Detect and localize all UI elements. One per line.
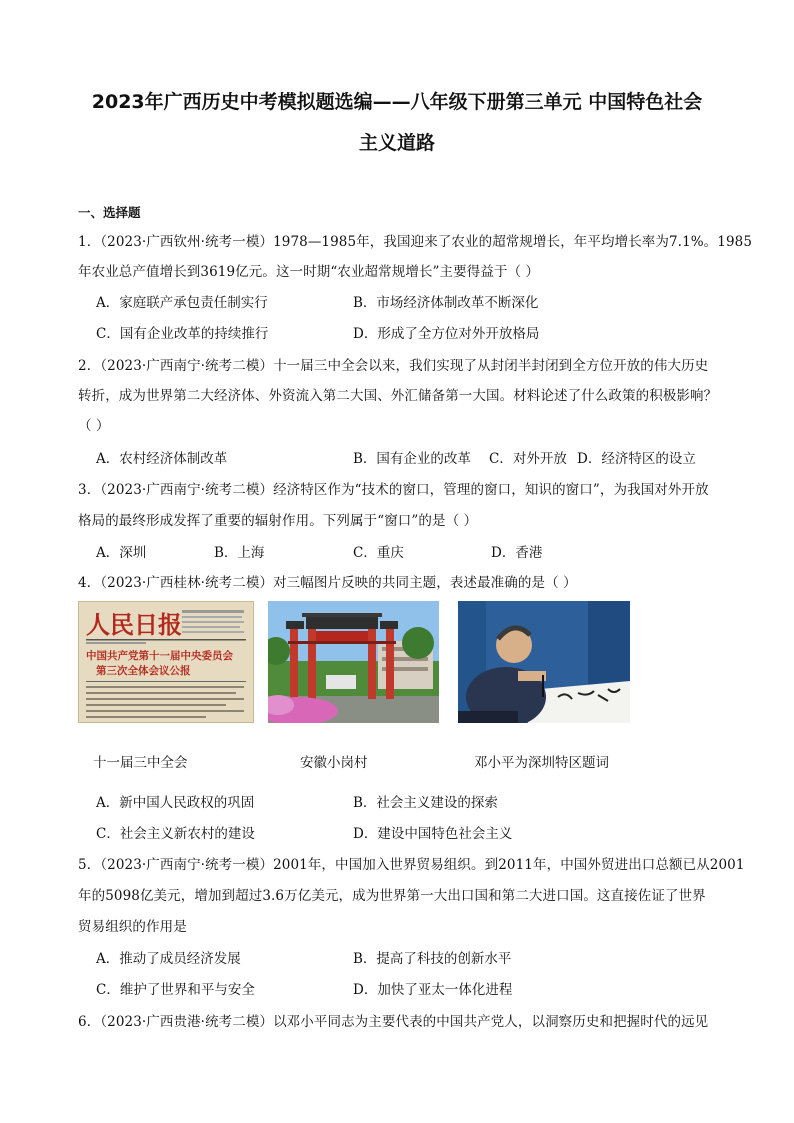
q5-stem-line3: 贸易组织的作用是	[78, 919, 187, 935]
q1-option-c[interactable]: C．国有企业改革的持续推行	[96, 326, 269, 342]
newspaper-headline-2: 第三次全体会议公报	[96, 665, 191, 677]
q1-option-d[interactable]: D．形成了全方位对外开放格局	[353, 326, 540, 342]
q4-option-d[interactable]: D．建设中国特色社会主义	[353, 826, 513, 842]
q4-option-a[interactable]: A．新中国人民政权的巩固	[96, 795, 255, 811]
caption-plenum: 十一届三中全会	[93, 755, 188, 771]
q4-stem-line1: 4．（2023·广西桂林·统考二模）对三幅图片反映的共同主题，表述最准确的是（ ）	[78, 575, 577, 591]
deng-calligraphy-photo	[458, 601, 630, 723]
doc-title-line1: 2023年广西历史中考模拟题选编——八年级下册第三单元 中国特色社会	[91, 91, 703, 113]
q2-stem-line2: 转折，成为世界第二大经济体、外资流入第二大国、外汇储备第一大国。材料论述了什么政策的积极影响？	[78, 388, 718, 404]
q3-option-d[interactable]: D．香港	[491, 545, 543, 561]
q3-option-c[interactable]: C．重庆	[353, 545, 404, 561]
archway-illustration	[268, 601, 439, 723]
q5-option-b[interactable]: B．提高了科技的创新水平	[353, 951, 512, 967]
q4-option-c[interactable]: C．社会主义新农村的建设	[96, 826, 255, 842]
xiaogang-village-photo	[268, 601, 439, 723]
caption-deng: 邓小平为深圳特区题词	[474, 755, 609, 771]
q2-option-c[interactable]: C．对外开放	[489, 451, 567, 467]
q5-stem-line1: 5．（2023·广西南宁·统考一模）2001年，中国加入世界贸易组织。到2011年，中国外贸进出口总额已从2001	[78, 857, 745, 873]
q1-stem-line2: 年农业总产值增长到3619亿元。这一时期“农业超常规增长”主要得益于（ ）	[78, 264, 540, 280]
newspaper-masthead: 人民日报	[86, 610, 182, 639]
q2-stem-line3: （ ）	[78, 418, 110, 434]
q5-option-d[interactable]: D．加快了亚太一体化进程	[353, 982, 513, 998]
calligraphy-illustration	[458, 601, 630, 723]
newspaper-headline-1: 中国共产党第十一届中央委员会	[86, 650, 233, 662]
q2-option-d[interactable]: D．经济特区的设立	[577, 451, 696, 467]
q1-option-b[interactable]: B．市场经济体制改革不断深化	[353, 295, 539, 311]
q5-option-a[interactable]: A．推动了成员经济发展	[96, 951, 241, 967]
newspaper-illustration	[78, 601, 254, 723]
q1-stem-line1: 1．（2023·广西钦州·统考一模）1978—1985年，我国迎来了农业的超常规增长，年平均增长率为7.1%。1985	[78, 234, 753, 250]
q5-stem-line2: 年的5098亿美元，增加到超过3.6万亿美元，成为世界第一大出口国和第二大进口国。这直接佐证了世界	[78, 888, 706, 904]
q2-option-a[interactable]: A．农村经济体制改革	[96, 451, 228, 467]
section-heading: 一、选择题	[78, 205, 141, 220]
q2-stem-line1: 2．（2023·广西南宁·统考二模）十一届三中全会以来，我们实现了从封闭半封闭到全方位开放的伟大历史	[78, 358, 709, 374]
q3-option-b[interactable]: B．上海	[214, 545, 265, 561]
q4-option-b[interactable]: B．社会主义建设的探索	[353, 795, 498, 811]
q6-stem-line1: 6．（2023·广西贵港·统考二模）以邓小平同志为主要代表的中国共产党人，以洞察历史和把握时代的远见	[78, 1014, 709, 1030]
q2-option-b[interactable]: B．国有企业的改革	[353, 451, 471, 467]
q3-stem-line2: 格局的最终形成发挥了重要的辐射作用。下列属于“窗口”的是（ ）	[78, 513, 478, 529]
q3-stem-line1: 3．（2023·广西南宁·统考二模）经济特区作为“技术的窗口，管理的窗口，知识的窗口”，为我国对外开放	[78, 482, 709, 498]
newspaper-image	[78, 601, 254, 723]
q1-option-a[interactable]: A．家庭联产承包责任制实行	[96, 295, 268, 311]
doc-title-line2: 主义道路	[358, 132, 435, 154]
q5-option-c[interactable]: C．维护了世界和平与安全	[96, 982, 255, 998]
caption-xiaogang: 安徽小岗村	[300, 755, 368, 771]
q3-option-a[interactable]: A．深圳	[96, 545, 147, 561]
